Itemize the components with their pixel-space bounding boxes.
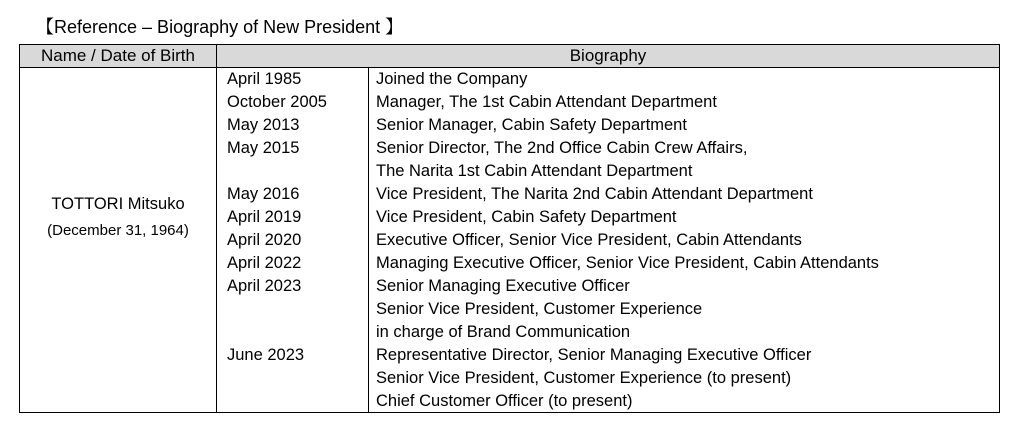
biography-date bbox=[227, 160, 363, 183]
person-date-of-birth: (December 31, 1964) bbox=[47, 222, 189, 239]
header-biography: Biography bbox=[569, 46, 647, 65]
biography-date bbox=[227, 390, 363, 413]
biography-row bbox=[217, 252, 999, 275]
date-text-divider bbox=[368, 321, 369, 344]
document-title: 【Reference – Biography of New President 】 bbox=[36, 17, 404, 37]
person-name: TOTTORI Mitsuko bbox=[51, 195, 185, 213]
biography-text: Executive Officer, Senior Vice President, Cabin Attendants bbox=[376, 231, 802, 249]
biography-row bbox=[217, 114, 999, 137]
biography-row bbox=[217, 68, 999, 91]
biography-date: October 2005 bbox=[227, 93, 327, 111]
biography-row bbox=[217, 206, 999, 229]
biography-date: May 2013 bbox=[227, 116, 300, 134]
date-text-divider bbox=[368, 183, 369, 206]
biography-text: Senior Manager, Cabin Safety Department bbox=[376, 116, 687, 134]
biography-table bbox=[19, 44, 1000, 413]
date-text-divider bbox=[368, 344, 369, 367]
biography-row bbox=[217, 367, 999, 390]
biography-row bbox=[217, 321, 999, 344]
biography-text: Joined the Company bbox=[376, 70, 528, 88]
biography-row bbox=[217, 344, 999, 367]
biography-text: The Narita 1st Cabin Attendant Department bbox=[376, 162, 693, 180]
biography-date: April 2023 bbox=[227, 277, 302, 295]
biography-date: June 2023 bbox=[227, 346, 305, 364]
biography-entries bbox=[217, 68, 999, 413]
date-text-divider bbox=[368, 229, 369, 252]
biography-text: Senior Vice President, Customer Experience (to present) bbox=[376, 369, 792, 387]
biography-text: Vice President, The Narita 2nd Cabin Attendant Department bbox=[376, 185, 813, 203]
biography-date: May 2015 bbox=[227, 139, 300, 157]
biography-row bbox=[217, 390, 999, 413]
biography-text: Senior Managing Executive Officer bbox=[376, 277, 630, 295]
biography-text: Chief Customer Officer (to present) bbox=[376, 392, 633, 410]
date-text-divider bbox=[368, 252, 369, 275]
date-text-divider bbox=[368, 137, 369, 160]
biography-text: in charge of Brand Communication bbox=[376, 323, 631, 341]
biography-text: Senior Vice President, Customer Experience bbox=[376, 300, 703, 318]
table-header-row bbox=[20, 45, 999, 68]
biography-text: Vice President, Cabin Safety Department bbox=[376, 208, 677, 226]
biography-date: April 2022 bbox=[227, 254, 302, 272]
date-text-divider bbox=[368, 68, 369, 91]
date-text-divider bbox=[368, 367, 369, 390]
date-text-divider bbox=[368, 390, 369, 413]
date-text-divider bbox=[368, 114, 369, 137]
biography-text: Managing Executive Officer, Senior Vice President, Cabin Attendants bbox=[376, 254, 879, 272]
biography-date: April 2020 bbox=[227, 231, 302, 249]
biography-date: April 1985 bbox=[227, 70, 302, 88]
biography-date: April 2019 bbox=[227, 208, 302, 226]
name-cell bbox=[20, 68, 216, 412]
biography-date bbox=[227, 321, 363, 344]
biography-text: Senior Director, The 2nd Office Cabin Crew Affairs, bbox=[376, 139, 748, 157]
biography-row bbox=[217, 298, 999, 321]
date-text-divider bbox=[368, 160, 369, 183]
biography-row bbox=[217, 160, 999, 183]
biography-text: Representative Director, Senior Managing Executive Officer bbox=[376, 346, 812, 364]
biography-text: Manager, The 1st Cabin Attendant Department bbox=[376, 93, 717, 111]
biography-row bbox=[217, 229, 999, 252]
biography-row bbox=[217, 183, 999, 206]
biography-date: May 2016 bbox=[227, 185, 300, 203]
biography-date bbox=[227, 298, 363, 321]
date-text-divider bbox=[368, 91, 369, 114]
date-text-divider bbox=[368, 298, 369, 321]
date-text-divider bbox=[368, 206, 369, 229]
header-name-dob: Name / Date of Birth bbox=[40, 46, 195, 65]
date-text-divider bbox=[368, 275, 369, 298]
biography-row bbox=[217, 275, 999, 298]
biography-date bbox=[227, 367, 363, 390]
biography-row bbox=[217, 137, 999, 160]
biography-row bbox=[217, 91, 999, 114]
